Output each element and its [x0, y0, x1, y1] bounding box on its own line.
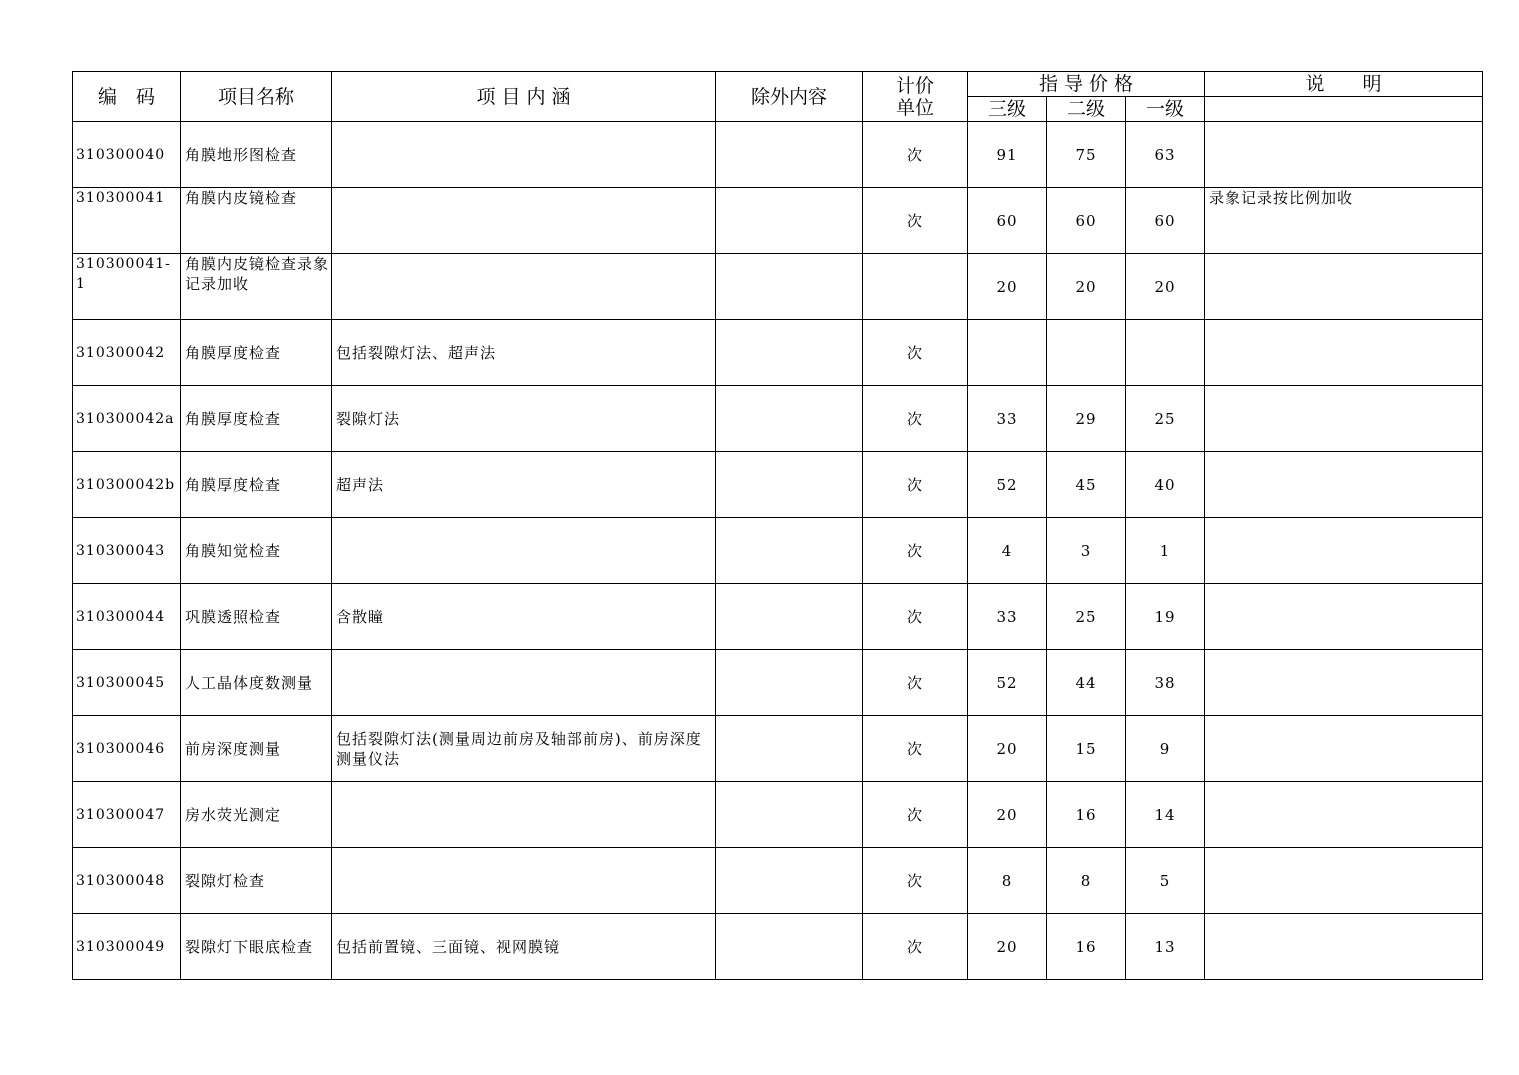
- cell-exclusion: [716, 518, 863, 584]
- cell-unit: 次: [863, 188, 968, 254]
- cell-note: [1205, 584, 1483, 650]
- cell-name: 角膜知觉检查: [181, 518, 332, 584]
- cell-price-level1: 19: [1126, 584, 1205, 650]
- cell-price-level3: 52: [968, 650, 1047, 716]
- table-row: [73, 848, 1483, 914]
- cell-price-level1: 14: [1126, 782, 1205, 848]
- cell-unit: 次: [863, 386, 968, 452]
- cell-unit: 次: [863, 914, 968, 980]
- cell-price-level2: 8: [1047, 848, 1126, 914]
- cell-price-level3: 33: [968, 584, 1047, 650]
- header-content: 项 目 内 涵: [332, 72, 716, 122]
- price-table: [72, 71, 1483, 980]
- cell-code: 310300049: [73, 914, 181, 980]
- cell-content: 包括裂隙灯法、超声法: [332, 320, 716, 386]
- cell-content: 包括前置镜、三面镜、视网膜镜: [332, 914, 716, 980]
- table-row: [73, 716, 1483, 782]
- cell-price-level1: 13: [1126, 914, 1205, 980]
- cell-price-level1: 60: [1126, 188, 1205, 254]
- cell-note: [1205, 452, 1483, 518]
- cell-name: 裂隙灯检查: [181, 848, 332, 914]
- table-row: [73, 650, 1483, 716]
- header-unit: [863, 72, 968, 122]
- cell-price-level1: 20: [1126, 254, 1205, 320]
- cell-content: [332, 518, 716, 584]
- cell-price-level2: 45: [1047, 452, 1126, 518]
- cell-content: 裂隙灯法: [332, 386, 716, 452]
- cell-name: 裂隙灯下眼底检查: [181, 914, 332, 980]
- table-row: [73, 122, 1483, 188]
- cell-name: 角膜厚度检查: [181, 452, 332, 518]
- cell-exclusion: [716, 782, 863, 848]
- header-exclusion: 除外内容: [716, 72, 863, 122]
- cell-code: 310300042b: [73, 452, 181, 518]
- cell-price-level1: 9: [1126, 716, 1205, 782]
- cell-exclusion: [716, 188, 863, 254]
- cell-unit: [863, 254, 968, 320]
- cell-note: [1205, 122, 1483, 188]
- header-level1: 一级: [1126, 97, 1205, 122]
- cell-code: 310300043: [73, 518, 181, 584]
- cell-content: [332, 122, 716, 188]
- cell-exclusion: [716, 584, 863, 650]
- cell-code: 310300042: [73, 320, 181, 386]
- cell-name: 人工晶体度数测量: [181, 650, 332, 716]
- header-code: 编 码: [73, 72, 181, 122]
- cell-content: 含散瞳: [332, 584, 716, 650]
- header-note: 说 明: [1205, 72, 1483, 97]
- cell-note: [1205, 254, 1483, 320]
- cell-content: [332, 848, 716, 914]
- cell-price-level1: 5: [1126, 848, 1205, 914]
- table-row: [73, 254, 1483, 320]
- cell-price-level2: [1047, 320, 1126, 386]
- cell-exclusion: [716, 848, 863, 914]
- cell-code: 310300041: [73, 188, 181, 254]
- cell-exclusion: [716, 254, 863, 320]
- cell-price-level3: 60: [968, 188, 1047, 254]
- cell-name: 角膜厚度检查: [181, 386, 332, 452]
- cell-price-level3: 8: [968, 848, 1047, 914]
- cell-unit: 次: [863, 320, 968, 386]
- cell-code: 310300047: [73, 782, 181, 848]
- cell-unit: 次: [863, 716, 968, 782]
- cell-code: 310300042a: [73, 386, 181, 452]
- cell-code: 310300046: [73, 716, 181, 782]
- cell-price-level3: 91: [968, 122, 1047, 188]
- cell-content: [332, 254, 716, 320]
- cell-price-level2: 25: [1047, 584, 1126, 650]
- header-name: 项目名称: [181, 72, 332, 122]
- cell-note: [1205, 320, 1483, 386]
- cell-code: 310300040: [73, 122, 181, 188]
- cell-code: 310300044: [73, 584, 181, 650]
- cell-price-level1: 25: [1126, 386, 1205, 452]
- cell-exclusion: [716, 650, 863, 716]
- cell-unit: 次: [863, 584, 968, 650]
- header-level3: 三级: [968, 97, 1047, 122]
- cell-exclusion: [716, 122, 863, 188]
- cell-code: 310300045: [73, 650, 181, 716]
- cell-price-level3: 52: [968, 452, 1047, 518]
- cell-name: 巩膜透照检查: [181, 584, 332, 650]
- cell-price-level2: 44: [1047, 650, 1126, 716]
- cell-exclusion: [716, 914, 863, 980]
- header-price-group: 指 导 价 格: [968, 72, 1205, 97]
- table-row: [73, 386, 1483, 452]
- cell-name: 前房深度测量: [181, 716, 332, 782]
- table-row: [73, 452, 1483, 518]
- cell-price-level2: 15: [1047, 716, 1126, 782]
- cell-content: [332, 782, 716, 848]
- cell-name: 房水荧光测定: [181, 782, 332, 848]
- cell-name: 角膜内皮镜检查: [181, 188, 332, 254]
- cell-price-level2: 29: [1047, 386, 1126, 452]
- table-row: [73, 188, 1483, 254]
- cell-unit: 次: [863, 650, 968, 716]
- cell-content: 超声法: [332, 452, 716, 518]
- cell-unit: 次: [863, 848, 968, 914]
- cell-price-level3: 4: [968, 518, 1047, 584]
- cell-note: [1205, 386, 1483, 452]
- cell-name: 角膜地形图检查: [181, 122, 332, 188]
- table-row: [73, 782, 1483, 848]
- cell-price-level1: [1126, 320, 1205, 386]
- cell-price-level1: 40: [1126, 452, 1205, 518]
- table-row: [73, 584, 1483, 650]
- cell-price-level1: 63: [1126, 122, 1205, 188]
- header-level2: 二级: [1047, 97, 1126, 122]
- cell-note: [1205, 782, 1483, 848]
- cell-unit: 次: [863, 122, 968, 188]
- cell-price-level3: 20: [968, 716, 1047, 782]
- cell-note: 录象记录按比例加收: [1205, 188, 1483, 254]
- cell-exclusion: [716, 452, 863, 518]
- cell-exclusion: [716, 716, 863, 782]
- cell-price-level3: 33: [968, 386, 1047, 452]
- cell-unit: 次: [863, 518, 968, 584]
- cell-price-level2: 75: [1047, 122, 1126, 188]
- cell-exclusion: [716, 386, 863, 452]
- table-row: [73, 518, 1483, 584]
- cell-content: 包括裂隙灯法(测量周边前房及轴部前房)、前房深度测量仪法: [332, 716, 716, 782]
- cell-code: 310300048: [73, 848, 181, 914]
- cell-price-level3: [968, 320, 1047, 386]
- cell-note: [1205, 650, 1483, 716]
- table-row: [73, 320, 1483, 386]
- cell-price-level2: 20: [1047, 254, 1126, 320]
- header-note-blank: [1205, 97, 1483, 122]
- cell-price-level1: 1: [1126, 518, 1205, 584]
- cell-note: [1205, 914, 1483, 980]
- cell-note: [1205, 518, 1483, 584]
- cell-name: 角膜厚度检查: [181, 320, 332, 386]
- table-row: [73, 914, 1483, 980]
- cell-exclusion: [716, 320, 863, 386]
- cell-price-level1: 38: [1126, 650, 1205, 716]
- cell-note: [1205, 848, 1483, 914]
- cell-name: 角膜内皮镜检查录象记录加收: [181, 254, 332, 320]
- cell-price-level3: 20: [968, 914, 1047, 980]
- header-unit-label: 计价单位: [895, 74, 934, 119]
- cell-price-level3: 20: [968, 254, 1047, 320]
- cell-price-level2: 16: [1047, 914, 1126, 980]
- cell-note: [1205, 716, 1483, 782]
- cell-price-level3: 20: [968, 782, 1047, 848]
- cell-content: [332, 188, 716, 254]
- cell-price-level2: 16: [1047, 782, 1126, 848]
- cell-content: [332, 650, 716, 716]
- cell-unit: 次: [863, 782, 968, 848]
- cell-unit: 次: [863, 452, 968, 518]
- cell-price-level2: 3: [1047, 518, 1126, 584]
- cell-price-level2: 60: [1047, 188, 1126, 254]
- cell-code: 310300041-1: [73, 254, 181, 320]
